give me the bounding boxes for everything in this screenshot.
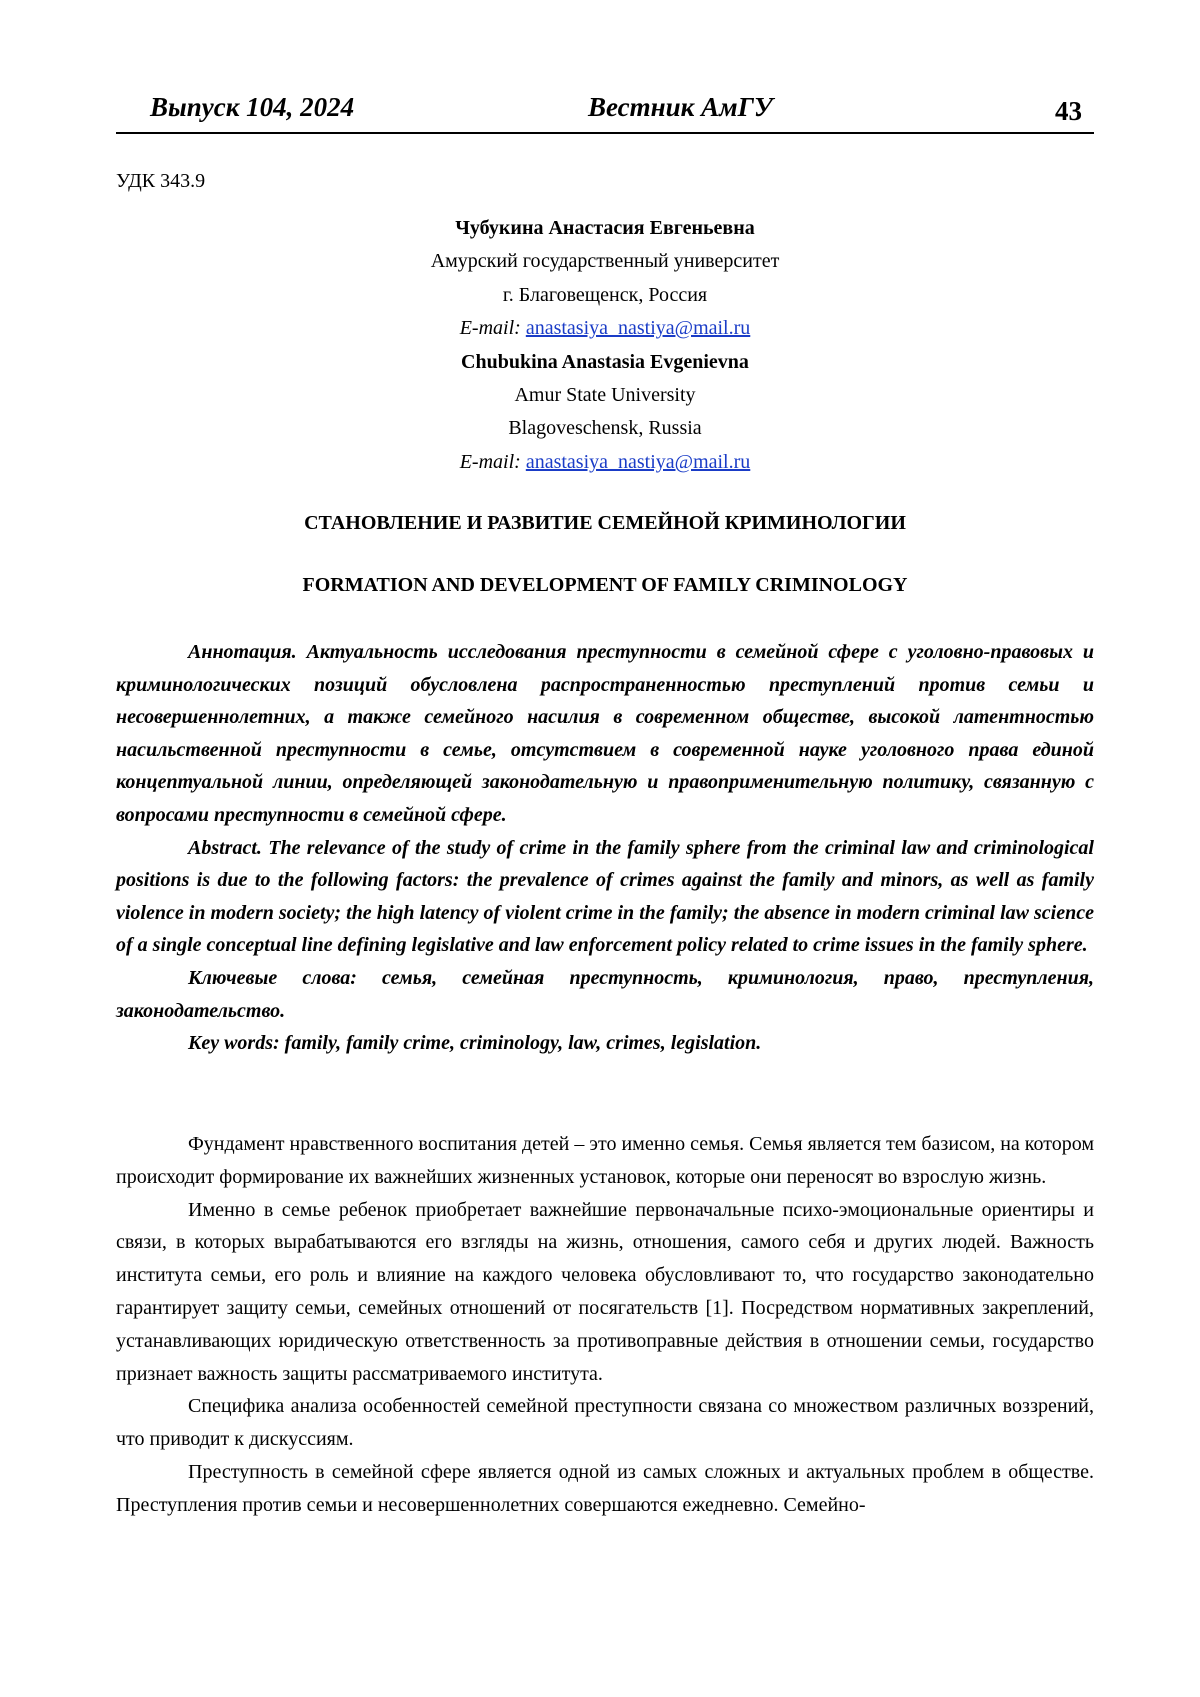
running-header	[116, 92, 1094, 132]
journal-name: Вестник АмГУ	[588, 92, 773, 123]
city-en: Blagoveschensk, Russia	[116, 412, 1094, 445]
author-name-en: Chubukina Anastasia Evgenievna	[116, 346, 1094, 379]
email-link-en[interactable]: anastasiya_nastiya@mail.ru	[526, 451, 750, 473]
annotation-ru: Аннотация. Актуальность исследования преступности в семейной сфере с уголовно-правовых и криминологических позиций обусловлена распространенностью преступлений против семьи и несовершеннолетних, а также семейного насилия в современном обществе, высокой латентностью насильственной преступности в семье, отсутствием в современной науке уголовного права единой концептуальной линии, определяющей законодательную и правоприменительную политику, связанную с вопросами преступности в семейной сфере.	[116, 636, 1094, 832]
keywords-ru: Ключевые слова: семья, семейная преступность, криминология, право, преступления, законодательство.	[116, 962, 1094, 1027]
body-paragraph: Специфика анализа особенностей семейной преступности связана со множеством различных воззрений, что приводит к дискуссиям.	[116, 1390, 1094, 1456]
article-title-en: FORMATION AND DEVELOPMENT OF FAMILY CRIMINOLOGY	[116, 574, 1094, 597]
city-ru: г. Благовещенск, Россия	[116, 279, 1094, 312]
abstract-en: Abstract. The relevance of the study of crime in the family sphere from the criminal law and criminological positions is due to the following factors: the prevalence of crimes against the family and minors, as well as family violence in modern society; the high latency of violent crime in the family; the absence in modern criminal law science of a single conceptual line defining legislative and law enforcement policy related to crime issues in the family sphere.	[116, 832, 1094, 962]
university-en: Amur State University	[116, 379, 1094, 412]
body-paragraph: Фундамент нравственного воспитания детей – это именно семья. Семья является тем базисом, на котором происходит формирование их важнейших жизненных установок, которые они переносят во взрослую жизнь.	[116, 1128, 1094, 1194]
author-name-ru: Чубукина Анастасия Евгеньевна	[116, 212, 1094, 245]
issue-label: Выпуск 104, 2024	[150, 92, 354, 123]
body-paragraph: Именно в семье ребенок приобретает важнейшие первоначальные психо-эмоциональные ориентиры и связи, в которых вырабатываются его взгляды на жизнь, отношения, самого себя и других людей. Важность института семьи, его роль и влияние на каждого человека обусловливают то, что государство законодательно гарантирует защиту семьи, семейных отношений от посягательств [1]. Посредством нормативных закреплений, устанавливающих юридическую ответственность за противоправные действия в отношении семьи, государство признает важность защиты рассматриваемого института.	[116, 1194, 1094, 1391]
university-ru: Амурский государственный университет	[116, 245, 1094, 278]
abstract-section	[116, 636, 1094, 1060]
body-text	[116, 1128, 1094, 1522]
journal-page	[0, 0, 1200, 1697]
udk-code: УДК 343.9	[116, 170, 205, 193]
body-paragraph: Преступность в семейной сфере является одной из самых сложных и актуальных проблем в обществе. Преступления против семьи и несовершеннолетних совершаются ежедневно. Семейно-	[116, 1456, 1094, 1522]
email-label-en: E-mail:	[460, 451, 521, 473]
email-line-ru	[116, 312, 1094, 345]
page-number: 43	[1055, 96, 1082, 127]
email-label-ru: E-mail:	[460, 317, 521, 339]
author-block	[116, 212, 1094, 479]
header-divider	[116, 132, 1094, 134]
article-title-ru: СТАНОВЛЕНИЕ И РАЗВИТИЕ СЕМЕЙНОЙ КРИМИНОЛОГИИ	[116, 512, 1094, 535]
email-line-en	[116, 446, 1094, 479]
email-link-ru[interactable]: anastasiya_nastiya@mail.ru	[526, 317, 750, 339]
keywords-en: Key words: family, family crime, criminology, law, crimes, legislation.	[116, 1027, 1094, 1060]
